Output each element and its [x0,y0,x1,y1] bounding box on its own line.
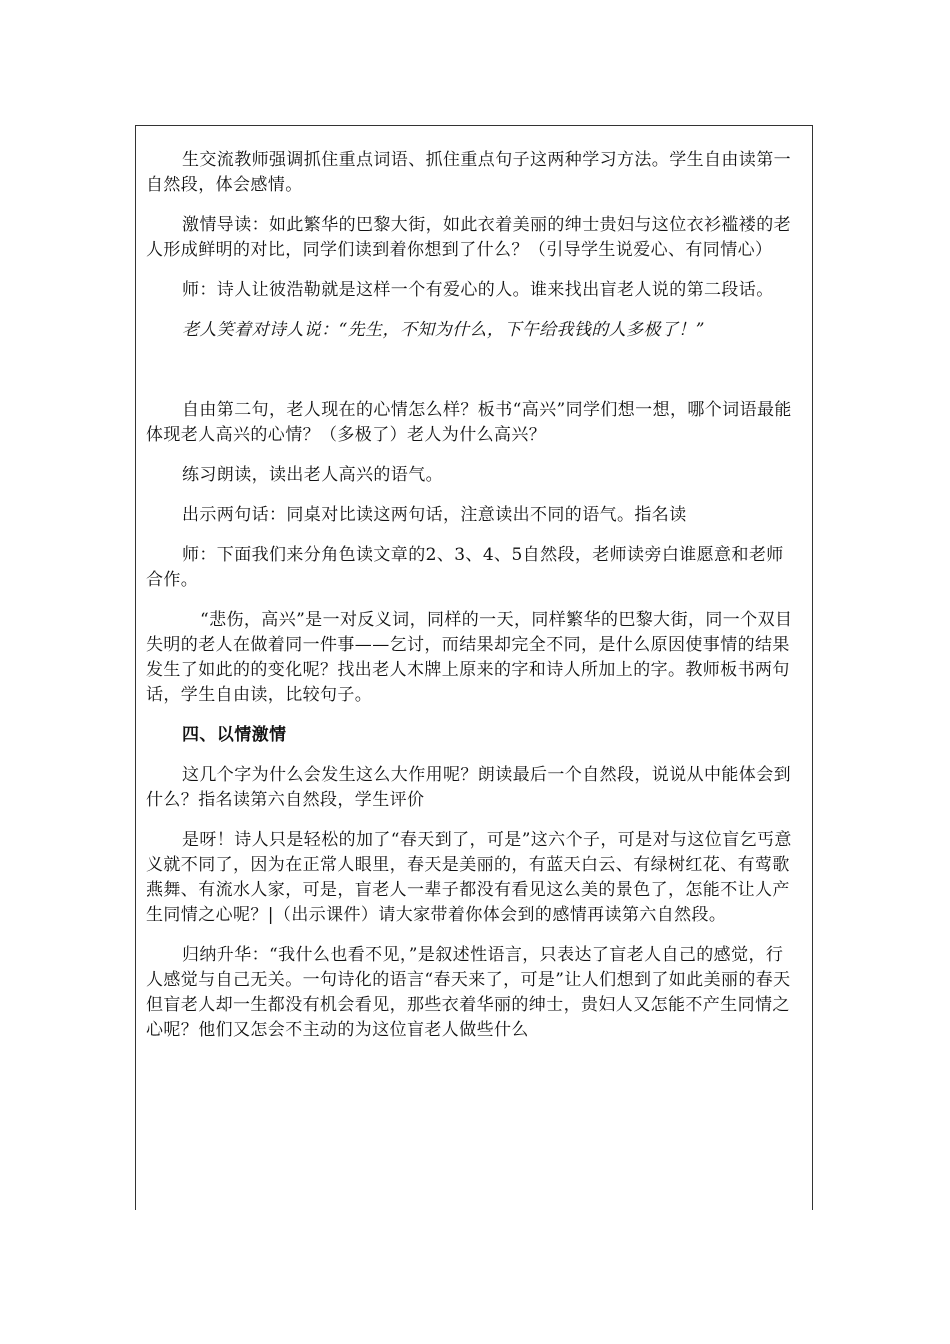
paragraph: “悲伤，高兴”是一对反义词，同样的一天，同样繁华的巴黎大街，同一个双目失明的老人在做着同一件事——乞讨，而结果却完全不同，是什么原因使事情的结果发生了如此的的变化呢？找出老人木牌上原来的字和诗人所加上的字。教师板书两句话，学生自由读，比较句子。 [146,610,793,705]
quote-paragraph: 老人笑着对诗人说：“先生，不知为什么，下午给我钱的人多极了！” [182,320,705,340]
paragraph: 师：诗人让彼浩勒就是这样一个有爱心的人。谁来找出盲老人说的第二段话。 [182,280,774,300]
section-heading: 四、以情激情 [182,725,287,745]
paragraph: 是呀！诗人只是轻松的加了“春天到了，可是”这六个子，可是对与这位盲乞丐意义就不同了，因为在正常人眼里，春天是美丽的，有蓝天白云、有绿树红花、有莺歌燕舞、有流水人家，可是，盲老人一辈子都没有看见这么美的景色了，怎能不让人产生同情之心呢？|（出示课件）请大家带着你体会到的感情再读第六自然段。 [146,830,792,925]
paragraph: 自由第二句，老人现在的心情怎么样？板书“高兴”同学们想一想，哪个词语最能体现老人高兴的心情？（多极了）老人为什么高兴？ [146,400,792,445]
document-page [135,125,813,1210]
paragraph: 这几个字为什么会发生这么大作用呢？朗读最后一个自然段，说说从中能体会到什么？指名读第六自然段，学生评价 [146,765,791,810]
paragraph: 激情导读：如此繁华的巴黎大街，如此衣着美丽的绅士贵妇与这位衣衫褴褛的老人形成鲜明的对比，同学们读到着你想到了什么？（引导学生说爱心、有同情心） [146,215,791,260]
paragraph: 归纳升华：“我什么也看不见，”是叙述性语言，只表达了盲老人自己的感觉，行人感觉与自己无关。一句诗化的语言“春天来了，可是”让人们想到了如此美丽的春天但盲老人却一生都没有机会看见，那些衣着华丽的绅士，贵妇人又怎能不产生同情之心呢？他们又怎会不主动的为这位盲老人做些什么 [146,945,791,1040]
blank-gap [146,358,800,398]
paragraph: 师：下面我们来分角色读文章的2、3、4、5自然段，老师读旁白谁愿意和老师合作。 [146,545,784,590]
paragraph: 出示两句话：同桌对比读这两句话，注意读出不同的语气。指名读 [182,505,687,525]
paragraph: 练习朗读，读出老人高兴的语气。 [182,465,443,485]
paragraph: 生交流教师强调抓住重点词语、抓住重点句子这两种学习方法。学生自由读第一自然段，体会感情。 [146,150,791,195]
